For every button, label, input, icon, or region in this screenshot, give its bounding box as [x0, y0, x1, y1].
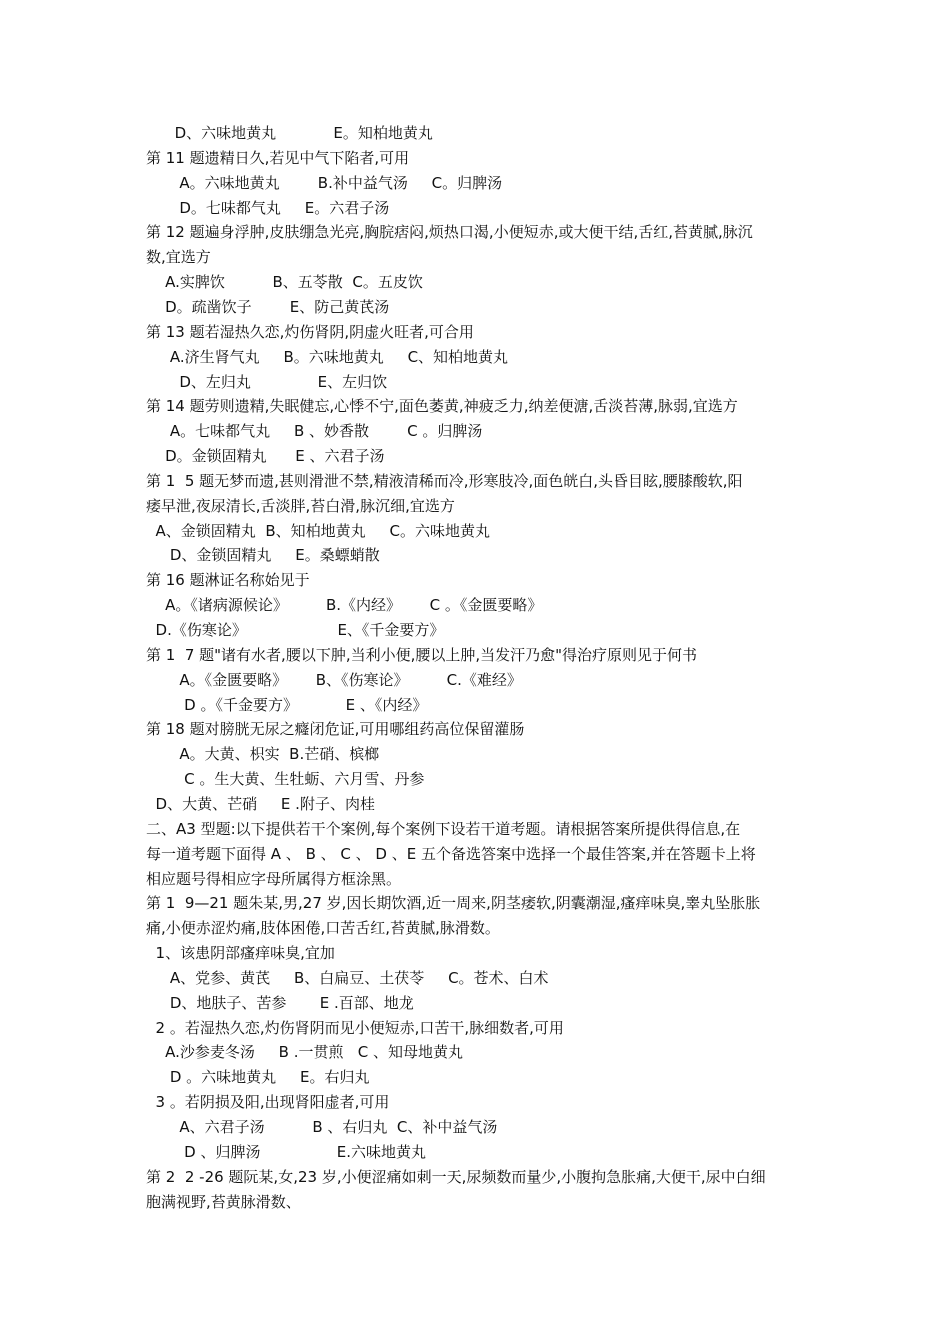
text-line: 第 16 题淋证名称始见于: [146, 571, 310, 590]
text-line: A。《诸病源候论》 B.《内经》 C 。《金匮要略》: [146, 596, 543, 615]
text-line: A、六君子汤 B 、右归丸 C、补中益气汤: [146, 1118, 498, 1136]
text-line: A.济生肾气丸 B。六味地黄丸 C、知柏地黄丸: [146, 347, 509, 366]
text-line: D 、归脾汤 E.六味地黄丸: [146, 1142, 426, 1161]
text-line: D、六味地黄丸 E。知柏地黄丸: [146, 124, 433, 142]
text-line: C 。生大黄、生牡蛎、六月雪、丹参: [146, 770, 425, 789]
text-line: 痿早泄,夜尿清长,舌淡胖,苔白滑,脉沉细,宜选方: [146, 496, 455, 515]
text-line: A.沙参麦冬汤 B .一贯煎 C 、知母地黄丸: [146, 1043, 464, 1062]
text-line: D 。六味地黄丸 E。右归丸: [146, 1068, 370, 1087]
text-line: 第 12 题遍身浮肿,皮肤绷急光亮,胸脘痞闷,烦热口渴,小便短赤,或大便干结,舌红,苔黄腻,脉沉: [146, 223, 753, 242]
text-line: 第 1 5 题无梦而遗,甚则滑泄不禁,精液清稀而冷,形寒肢冷,面色㿠白,头昏目眩,腰膝酸软,阳: [146, 471, 743, 490]
text-line: 痛,小便赤涩灼痛,肢体困倦,口苦舌红,苔黄腻,脉滑数。: [146, 919, 500, 938]
text-line: A。七味都气丸 B 、妙香散 C 。归脾汤: [146, 422, 483, 441]
text-line: D。金锁固精丸 E 、六君子汤: [146, 447, 385, 466]
text-line: A、金锁固精丸 B、知柏地黄丸 C。六味地黄丸: [146, 521, 490, 540]
text-line: D、地肤子、苦参 E .百部、地龙: [146, 993, 414, 1012]
text-line: 第 2 2 -26 题阮某,女,23 岁,小便涩痛如刺一天,尿频数而量少,小腹拘急胀痛,大便干,尿中白细: [146, 1167, 766, 1186]
text-line: 每一道考题下面得 A 、 B 、 C 、 D 、E 五个备选答案中选择一个最佳答案,并在答题卡上将: [146, 844, 756, 863]
text-line: 二、A3 型题:以下提供若干个案例,每个案例下设若干道考题。请根据答案所提供得信息,在: [146, 819, 741, 838]
text-line: 相应题号得相应字母所属得方框涂黑。: [146, 869, 402, 888]
text-line: 数,宜选方: [146, 248, 211, 267]
text-line: 第 13 题若湿热久恋,灼伤肾阴,阴虚火旺者,可合用: [146, 322, 474, 341]
text-line: D。七味都气丸 E。六君子汤: [146, 198, 390, 217]
text-line: 第 1 7 题"诸有水者,腰以下肿,当利小便,腰以上肿,当发汗乃愈"得治疗原则见于何书: [146, 645, 698, 664]
text-line: 第 14 题劳则遗精,失眠健忘,心悸不宁,面色萎黄,神疲乏力,纳差便溏,舌淡苔薄,脉弱,宜选方: [146, 397, 738, 416]
text-line: D、大黄、芒硝 E .附子、肉桂: [146, 794, 375, 813]
text-line: D.《伤寒论》 E、《千金要方》: [146, 621, 445, 639]
text-line: A。大黄、枳实 B.芒硝、槟榔: [146, 745, 380, 764]
text-line: 第 18 题对膀胱无尿之癃闭危证,可用哪组药高位保留灌肠: [146, 720, 525, 739]
text-line: D 。《千金要方》 E 、《内经》: [146, 695, 428, 714]
text-line: 3 。若阴损及阳,出现肾阳虚者,可用: [146, 1093, 390, 1112]
text-line: 第 11 题遗精日久,若见中气下陷者,可用: [146, 148, 410, 167]
text-line: 1、该患阴部瘙痒味臭,宜加: [146, 944, 335, 963]
text-line: 胞满视野,苔黄脉滑数、: [146, 1192, 301, 1211]
text-line: A.实脾饮 B、五苓散 C。五皮饮: [146, 273, 423, 292]
text-line: D、金锁固精丸 E。桑螵蛸散: [146, 546, 380, 565]
text-line: A、党参、黄芪 B、白扁豆、土茯苓 C。苍术、白术: [146, 968, 549, 987]
text-line: D、左归丸 E、左归饮: [146, 372, 388, 391]
text-line: A。六味地黄丸 B.补中益气汤 C。归脾汤: [146, 173, 503, 192]
text-line: A。《金匮要略》 B、《伤寒论》 C.《难经》: [146, 670, 522, 689]
text-line: 第 1 9—21 题朱某,男,27 岁,因长期饮酒,近一周来,阴茎痿软,阴囊潮湿,瘙痒味臭,睾丸坠胀胀: [146, 894, 761, 913]
text-line: 2 。若湿热久恋,灼伤肾阴而见小便短赤,口苦干,脉细数者,可用: [146, 1018, 564, 1037]
text-line: D。疏凿饮子 E、防己黄芪汤: [146, 297, 390, 316]
